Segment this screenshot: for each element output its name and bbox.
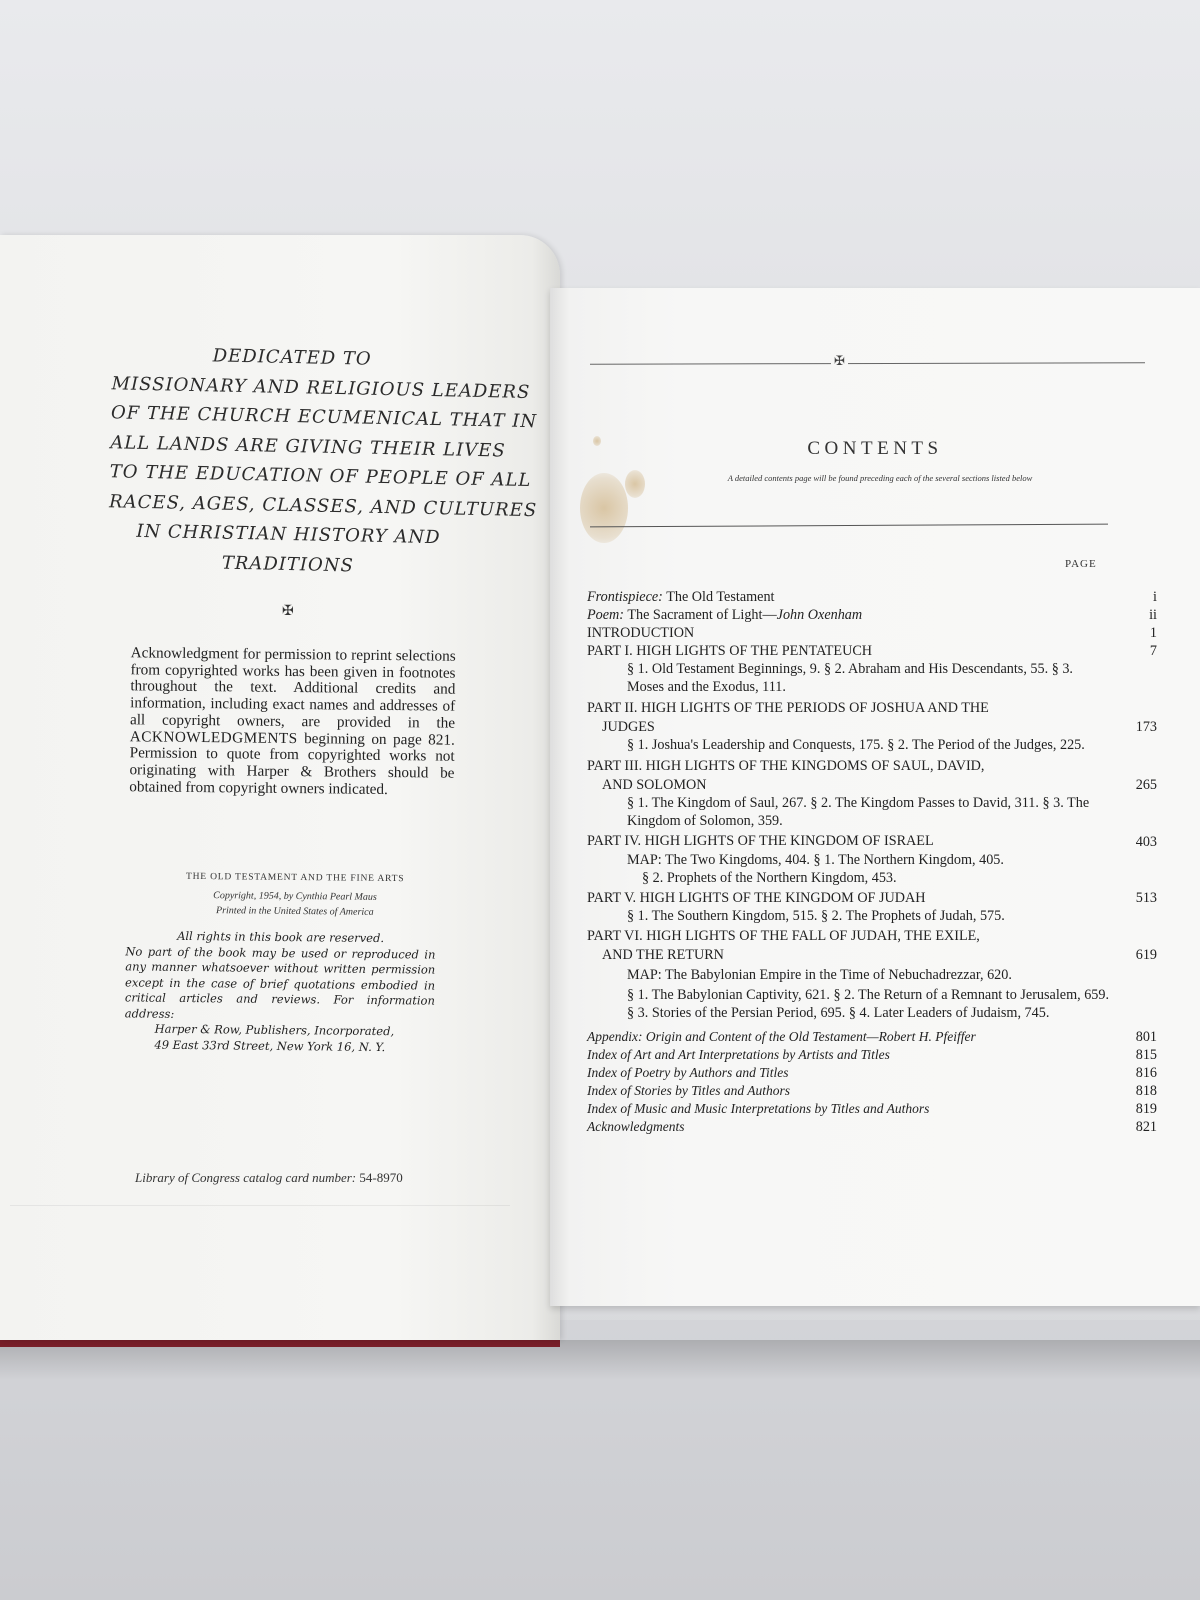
toc-page-number: 619 [1135, 947, 1157, 963]
toc-entry-label: Index of Music and Music Interpretations by Titles and Authors [587, 1101, 930, 1116]
book-shadow [0, 1340, 1200, 1380]
lc-label: Library of Congress catalog card number: [135, 1170, 357, 1185]
toc-entry-label: The Sacrament of Light— [627, 607, 777, 623]
dedication-line: IN CHRISTIAN HISTORY AND [136, 520, 441, 549]
dedication-line: OF THE CHURCH ECUMENICAL THAT IN [110, 402, 538, 433]
toc-entry-prefix: Frontispiece: [587, 589, 663, 605]
toc-entry-acknowledgments [587, 1118, 1157, 1136]
toc-page-number: 816 [1135, 1065, 1157, 1081]
copyright-line: Copyright, 1954, by Cynthia Pearl Maus [213, 890, 377, 903]
toc-entry-label: Index of Stories by Titles and Authors [587, 1083, 790, 1098]
toc-entry-part-1 [587, 642, 1157, 660]
toc-page-number: 265 [1135, 777, 1157, 793]
toc-entry-label: PART I. HIGH LIGHTS OF THE PENTATEUCH [587, 643, 873, 659]
toc-sub-sections: § 1. The Kingdom of Saul, 267. § 2. The Kingdom Passes to David, 311. § 3. The Kingdom of Solomon, 359. [627, 795, 1090, 829]
toc-entry-label: PART III. HIGH LIGHTS OF THE KINGDOMS OF SAUL, DAVID, [587, 758, 985, 774]
dedication-line: ALL LANDS ARE GIVING THEIR LIVES [110, 431, 506, 462]
dedication [108, 339, 538, 582]
toc-page-number: 815 [1135, 1047, 1157, 1063]
toc-page-number: 818 [1135, 1083, 1157, 1099]
toc-entry-poem [587, 606, 1157, 624]
table-of-contents [587, 588, 1157, 1136]
toc-map-line: MAP: The Babylonian Empire in the Time of Nebuchadrezzar, 620. [627, 967, 1012, 983]
show-through-rule [10, 1205, 510, 1206]
toc-entry-label: Index of Art and Art Interpretations by Artists and Titles [587, 1047, 890, 1062]
toc-entry-label: INTRODUCTION [587, 625, 695, 641]
toc-entry-label-cont: AND THE RETURN [602, 946, 724, 963]
dedication-line: MISSIONARY AND RELIGIOUS LEADERS [111, 372, 531, 403]
toc-entry-frontispiece [587, 588, 1157, 606]
contents-subtitle: A detailed contents page will be found preceding each of the several sections listed below [727, 473, 1033, 483]
toc-sub-sections: § 1. Old Testament Beginnings, 9. § 2. Abraham and His Descendants, 55. § 3. Moses and the Exodus, 111. [627, 661, 1073, 695]
toc-entry-part-6 [587, 927, 1157, 964]
toc-map-line: MAP: The Two Kingdoms, 404. § 1. The Northern Kingdom, 405. [627, 851, 1004, 868]
dedication-line: TO THE EDUCATION OF PEOPLE OF ALL [109, 461, 532, 492]
imprint-title: THE OLD TESTAMENT AND THE FINE ARTS [186, 871, 405, 885]
toc-entry-label: PART II. HIGH LIGHTS OF THE PERIODS OF JOSHUA AND THE [587, 700, 989, 716]
toc-entry-label: PART VI. HIGH LIGHTS OF THE FALL OF JUDAH, THE EXILE, [587, 928, 980, 944]
cross-ornament-icon: ✠ [831, 353, 848, 369]
toc-entry-author: John Oxenham [776, 607, 863, 623]
toc-entry-index-art [587, 1046, 1157, 1064]
toc-page-number: ii [1149, 607, 1157, 623]
dedication-line: TRADITIONS [221, 552, 355, 576]
dedication-line: DEDICATED TO [212, 345, 372, 370]
lc-number: 54-8970 [359, 1170, 403, 1185]
stain-mark [580, 473, 628, 543]
toc-page-number: 513 [1135, 890, 1157, 906]
page-column-header: PAGE [1065, 558, 1097, 570]
toc-entry-part-4 [587, 832, 1157, 851]
toc-page-number: 1 [1149, 625, 1157, 641]
acknowledgment-text: beginning on page 821. Permission to quote from copyrighted works not originating with Harper & Brothers should be obtained from copyright owners indicated. [129, 729, 455, 798]
toc-entry-label-cont: JUDGES [602, 718, 655, 735]
toc-entry-index-music [587, 1100, 1157, 1118]
stain-mark [625, 470, 645, 498]
toc-sub-sections: § 1. The Babylonian Captivity, 621. § 2. The Return of a Remnant to Jerusalem, 659. § 3. Stories of the Persian Period, 695. § 4. Later Leaders of Judaism, 745. [627, 987, 1110, 1021]
right-page [550, 288, 1200, 1306]
toc-entry-label: Acknowledgments [587, 1119, 685, 1134]
acknowledgment-smallcaps: ACKNOWLEDGMENTS [129, 727, 298, 747]
toc-page-number: 7 [1149, 643, 1157, 659]
toc-page-number: 403 [1135, 833, 1157, 850]
contents-title: CONTENTS [807, 438, 943, 459]
toc-entry-part-3 [587, 757, 1157, 794]
publisher-line: Harper & Row, Publishers, Incorporated, [154, 1021, 395, 1039]
toc-entry-prefix: Poem: [587, 607, 625, 623]
toc-entry-label: The Old Testament [666, 589, 775, 605]
lc-catalog-line [135, 1170, 403, 1186]
cross-ornament-icon: ✠ [282, 604, 294, 619]
toc-entry-index-poetry [587, 1064, 1157, 1082]
toc-entry-appendix [587, 1028, 1157, 1046]
dedication-line: RACES, AGES, CLASSES, AND CULTURES [108, 490, 538, 521]
toc-entry-label: PART IV. HIGH LIGHTS OF THE KINGDOM OF ISRAEL [587, 833, 934, 849]
rights-line: All rights in this book are reserved. [177, 928, 385, 946]
toc-sub-sections: § 2. Prophets of the Northern Kingdom, 453. [642, 869, 897, 886]
address-line: 49 East 33rd Street, New York 16, N. Y. [154, 1037, 386, 1054]
contents-rule [590, 524, 1108, 528]
stain-mark [593, 436, 601, 446]
toc-back-matter [587, 1028, 1157, 1136]
toc-entry-introduction [587, 624, 1157, 642]
toc-entry-label: PART V. HIGH LIGHTS OF THE KINGDOM OF JUDAH [587, 889, 926, 906]
toc-entry-part-2 [587, 699, 1157, 736]
imprint [120, 871, 470, 921]
top-rule [590, 362, 1145, 364]
toc-page-number: 173 [1135, 719, 1157, 735]
toc-entry-index-stories [587, 1082, 1157, 1100]
toc-entry-label: Appendix: Origin and Content of the Old Testament—Robert H. Pfeiffer [587, 1029, 976, 1044]
toc-sub-sections: § 1. Joshua's Leadership and Conquests, 175. § 2. The Period of the Judges, 225. [627, 737, 1085, 753]
rights-body: No part of the book may be used or reproduced in any manner whatsoever without written permission except in the case of brief quotations embodied in critical articles and reviews. For information address: [124, 943, 436, 1021]
toc-page-number: 821 [1135, 1119, 1157, 1135]
toc-page-number: 801 [1135, 1029, 1157, 1045]
toc-entry-label-cont: AND SOLOMON [602, 776, 707, 793]
toc-entry-part-5 [587, 889, 1157, 908]
acknowledgment-text: Acknowledgment for permission to reprint selections from copyrighted works has been given in footnotes throughout the text. Additional credits and information, including exact names and addresses of all copyright owners, are provided in the [129, 644, 456, 732]
toc-page-number: i [1153, 589, 1157, 605]
acknowledgment-paragraph [129, 645, 456, 799]
rights-notice [124, 928, 435, 1055]
toc-page-number: 819 [1135, 1101, 1157, 1117]
toc-sub-sections: § 1. The Southern Kingdom, 515. § 2. The Prophets of Judah, 575. [627, 908, 1005, 924]
printed-line: Printed in the United States of America [215, 905, 374, 918]
toc-entry-label: Index of Poetry by Authors and Titles [587, 1065, 789, 1080]
left-page [0, 235, 560, 1340]
